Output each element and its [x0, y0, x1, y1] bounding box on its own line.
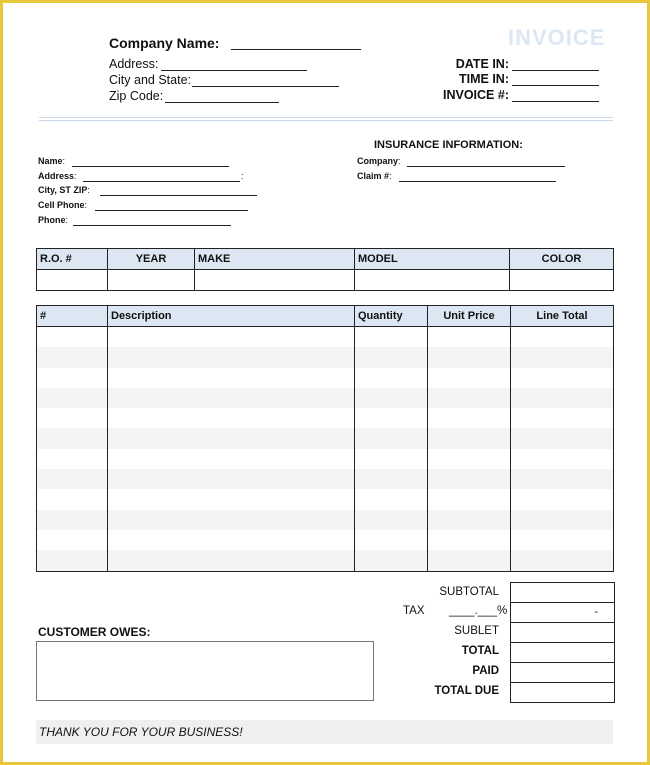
item-cell[interactable] — [37, 368, 108, 388]
address-trailing-colon: : — [241, 171, 244, 181]
table-row — [37, 489, 614, 509]
col-quantity: Quantity — [355, 306, 428, 327]
table-row — [37, 469, 614, 489]
insurance-company-line[interactable] — [407, 166, 565, 167]
item-cell[interactable] — [428, 368, 511, 388]
item-cell[interactable] — [355, 388, 428, 408]
customer-cell-line[interactable] — [95, 210, 248, 211]
item-cell[interactable] — [428, 469, 511, 489]
item-cell[interactable] — [108, 489, 355, 509]
item-cell[interactable] — [37, 550, 108, 571]
customer-owes-label: CUSTOMER OWES: — [38, 625, 151, 639]
item-cell[interactable] — [37, 469, 108, 489]
col-description: Description — [108, 306, 355, 327]
table-row — [37, 347, 614, 367]
item-cell[interactable] — [511, 368, 614, 388]
item-cell[interactable] — [511, 327, 614, 348]
tax-value: - — [594, 606, 598, 618]
item-cell[interactable] — [511, 510, 614, 530]
item-cell[interactable] — [511, 428, 614, 448]
color-cell[interactable] — [510, 270, 614, 291]
customer-name-label: Name: — [38, 156, 66, 166]
item-cell[interactable] — [355, 347, 428, 367]
item-cell[interactable] — [355, 327, 428, 348]
customer-name-line[interactable] — [72, 166, 229, 167]
item-cell[interactable] — [355, 368, 428, 388]
table-row — [37, 408, 614, 428]
tax-field[interactable] — [510, 602, 615, 622]
total-due-field[interactable] — [510, 682, 615, 703]
total-field[interactable] — [510, 642, 615, 662]
col-model: MODEL — [355, 249, 510, 270]
customer-owes-box[interactable] — [36, 641, 374, 701]
subtotal-field[interactable] — [510, 582, 615, 602]
items-header-row — [37, 306, 614, 327]
company-name-label: Company Name: — [109, 35, 220, 51]
item-cell[interactable] — [108, 449, 355, 469]
item-cell[interactable] — [108, 368, 355, 388]
table-row — [37, 428, 614, 448]
item-cell[interactable] — [108, 469, 355, 489]
item-cell[interactable] — [108, 530, 355, 550]
table-row — [37, 510, 614, 530]
col-ro-number: R.O. # — [37, 249, 108, 270]
item-cell[interactable] — [511, 530, 614, 550]
item-cell[interactable] — [511, 449, 614, 469]
address-line[interactable] — [161, 70, 307, 71]
zip-code-label: Zip Code: — [109, 89, 164, 103]
customer-phone-line[interactable] — [73, 225, 231, 226]
item-cell[interactable] — [428, 550, 511, 571]
item-cell[interactable] — [108, 408, 355, 428]
col-item-number: # — [37, 306, 108, 327]
sublet-field[interactable] — [510, 622, 615, 642]
header-divider-2 — [39, 120, 613, 121]
item-cell[interactable] — [37, 347, 108, 367]
col-unit-price: Unit Price — [428, 306, 511, 327]
item-cell[interactable] — [37, 530, 108, 550]
col-make: MAKE — [195, 249, 355, 270]
vehicle-table — [36, 248, 614, 291]
paid-label: PAID — [472, 665, 499, 677]
footer-banner — [36, 720, 613, 744]
col-color: COLOR — [510, 249, 614, 270]
item-cell[interactable] — [428, 428, 511, 448]
item-cell[interactable] — [428, 347, 511, 367]
customer-address-line[interactable] — [83, 181, 240, 182]
invoice-title: INVOICE — [508, 25, 606, 50]
city-state-line[interactable] — [192, 86, 339, 87]
item-cell[interactable] — [108, 428, 355, 448]
year-cell[interactable] — [108, 270, 195, 291]
item-cell[interactable] — [428, 489, 511, 509]
insurance-heading: INSURANCE INFORMATION: — [374, 139, 523, 151]
item-cell[interactable] — [108, 550, 355, 571]
item-cell[interactable] — [37, 428, 108, 448]
line-items-table — [36, 305, 614, 572]
item-cell[interactable] — [511, 388, 614, 408]
insurance-company-label: Company: — [357, 156, 401, 166]
header-divider — [39, 117, 613, 118]
item-cell[interactable] — [511, 347, 614, 367]
customer-city-label: City, ST ZIP: — [38, 185, 90, 195]
item-cell[interactable] — [428, 449, 511, 469]
item-cell[interactable] — [37, 489, 108, 509]
item-cell[interactable] — [355, 408, 428, 428]
make-cell[interactable] — [195, 270, 355, 291]
item-cell[interactable] — [428, 388, 511, 408]
item-cell[interactable] — [37, 327, 108, 348]
time-in-line[interactable] — [512, 85, 599, 86]
zip-code-line[interactable] — [165, 102, 279, 103]
sublet-label: SUBLET — [454, 625, 499, 637]
table-row — [37, 368, 614, 388]
thank-you-text: THANK YOU FOR YOUR BUSINESS! — [39, 725, 243, 739]
item-cell[interactable] — [428, 408, 511, 428]
item-cell[interactable] — [511, 408, 614, 428]
subtotal-label: SUBTOTAL — [439, 586, 499, 598]
item-cell[interactable] — [428, 327, 511, 348]
time-in-label: TIME IN: — [459, 72, 509, 86]
item-cell[interactable] — [511, 469, 614, 489]
col-line-total: Line Total — [511, 306, 614, 327]
item-cell[interactable] — [37, 408, 108, 428]
date-in-label: DATE IN: — [455, 57, 509, 71]
item-cell[interactable] — [108, 327, 355, 348]
item-cell[interactable] — [511, 489, 614, 509]
model-cell[interactable] — [355, 270, 510, 291]
item-cell[interactable] — [355, 489, 428, 509]
item-cell[interactable] — [355, 510, 428, 530]
total-label: TOTAL — [461, 645, 499, 657]
claim-number-line[interactable] — [399, 181, 556, 182]
item-cell[interactable] — [108, 388, 355, 408]
table-row — [37, 530, 614, 550]
item-cell[interactable] — [37, 510, 108, 530]
table-row — [37, 388, 614, 408]
vehicle-entry-row — [37, 270, 614, 291]
tax-rate-blank[interactable]: ____.___% — [449, 605, 508, 617]
col-year: YEAR — [108, 249, 195, 270]
item-cell[interactable] — [355, 550, 428, 571]
city-state-label: City and State: — [109, 73, 191, 87]
customer-cell-label: Cell Phone: — [38, 200, 88, 210]
item-cell[interactable] — [108, 347, 355, 367]
invoice-number-line[interactable] — [512, 101, 599, 102]
vehicle-header-row — [37, 249, 614, 270]
customer-phone-label: Phone: — [38, 215, 69, 225]
ro-number-cell[interactable] — [37, 270, 108, 291]
customer-city-line[interactable] — [100, 195, 257, 196]
paid-field[interactable] — [510, 662, 615, 682]
item-cell[interactable] — [355, 449, 428, 469]
date-in-line[interactable] — [512, 70, 599, 71]
item-cell[interactable] — [355, 428, 428, 448]
item-cell[interactable] — [355, 530, 428, 550]
item-cell[interactable] — [37, 388, 108, 408]
company-name-line[interactable] — [231, 49, 361, 50]
table-row — [37, 327, 614, 348]
item-cell[interactable] — [355, 469, 428, 489]
total-due-label: TOTAL DUE — [434, 685, 499, 697]
item-cell[interactable] — [428, 510, 511, 530]
item-cell[interactable] — [37, 449, 108, 469]
invoice-number-label: INVOICE #: — [443, 88, 509, 102]
customer-address-label: Address: — [38, 171, 77, 181]
item-cell[interactable] — [108, 510, 355, 530]
claim-number-label: Claim #: — [357, 171, 392, 181]
table-row — [37, 449, 614, 469]
address-label: Address: — [109, 57, 159, 71]
table-row — [37, 550, 614, 571]
tax-label: TAX — [403, 605, 425, 617]
item-cell[interactable] — [428, 530, 511, 550]
item-cell[interactable] — [511, 550, 614, 571]
